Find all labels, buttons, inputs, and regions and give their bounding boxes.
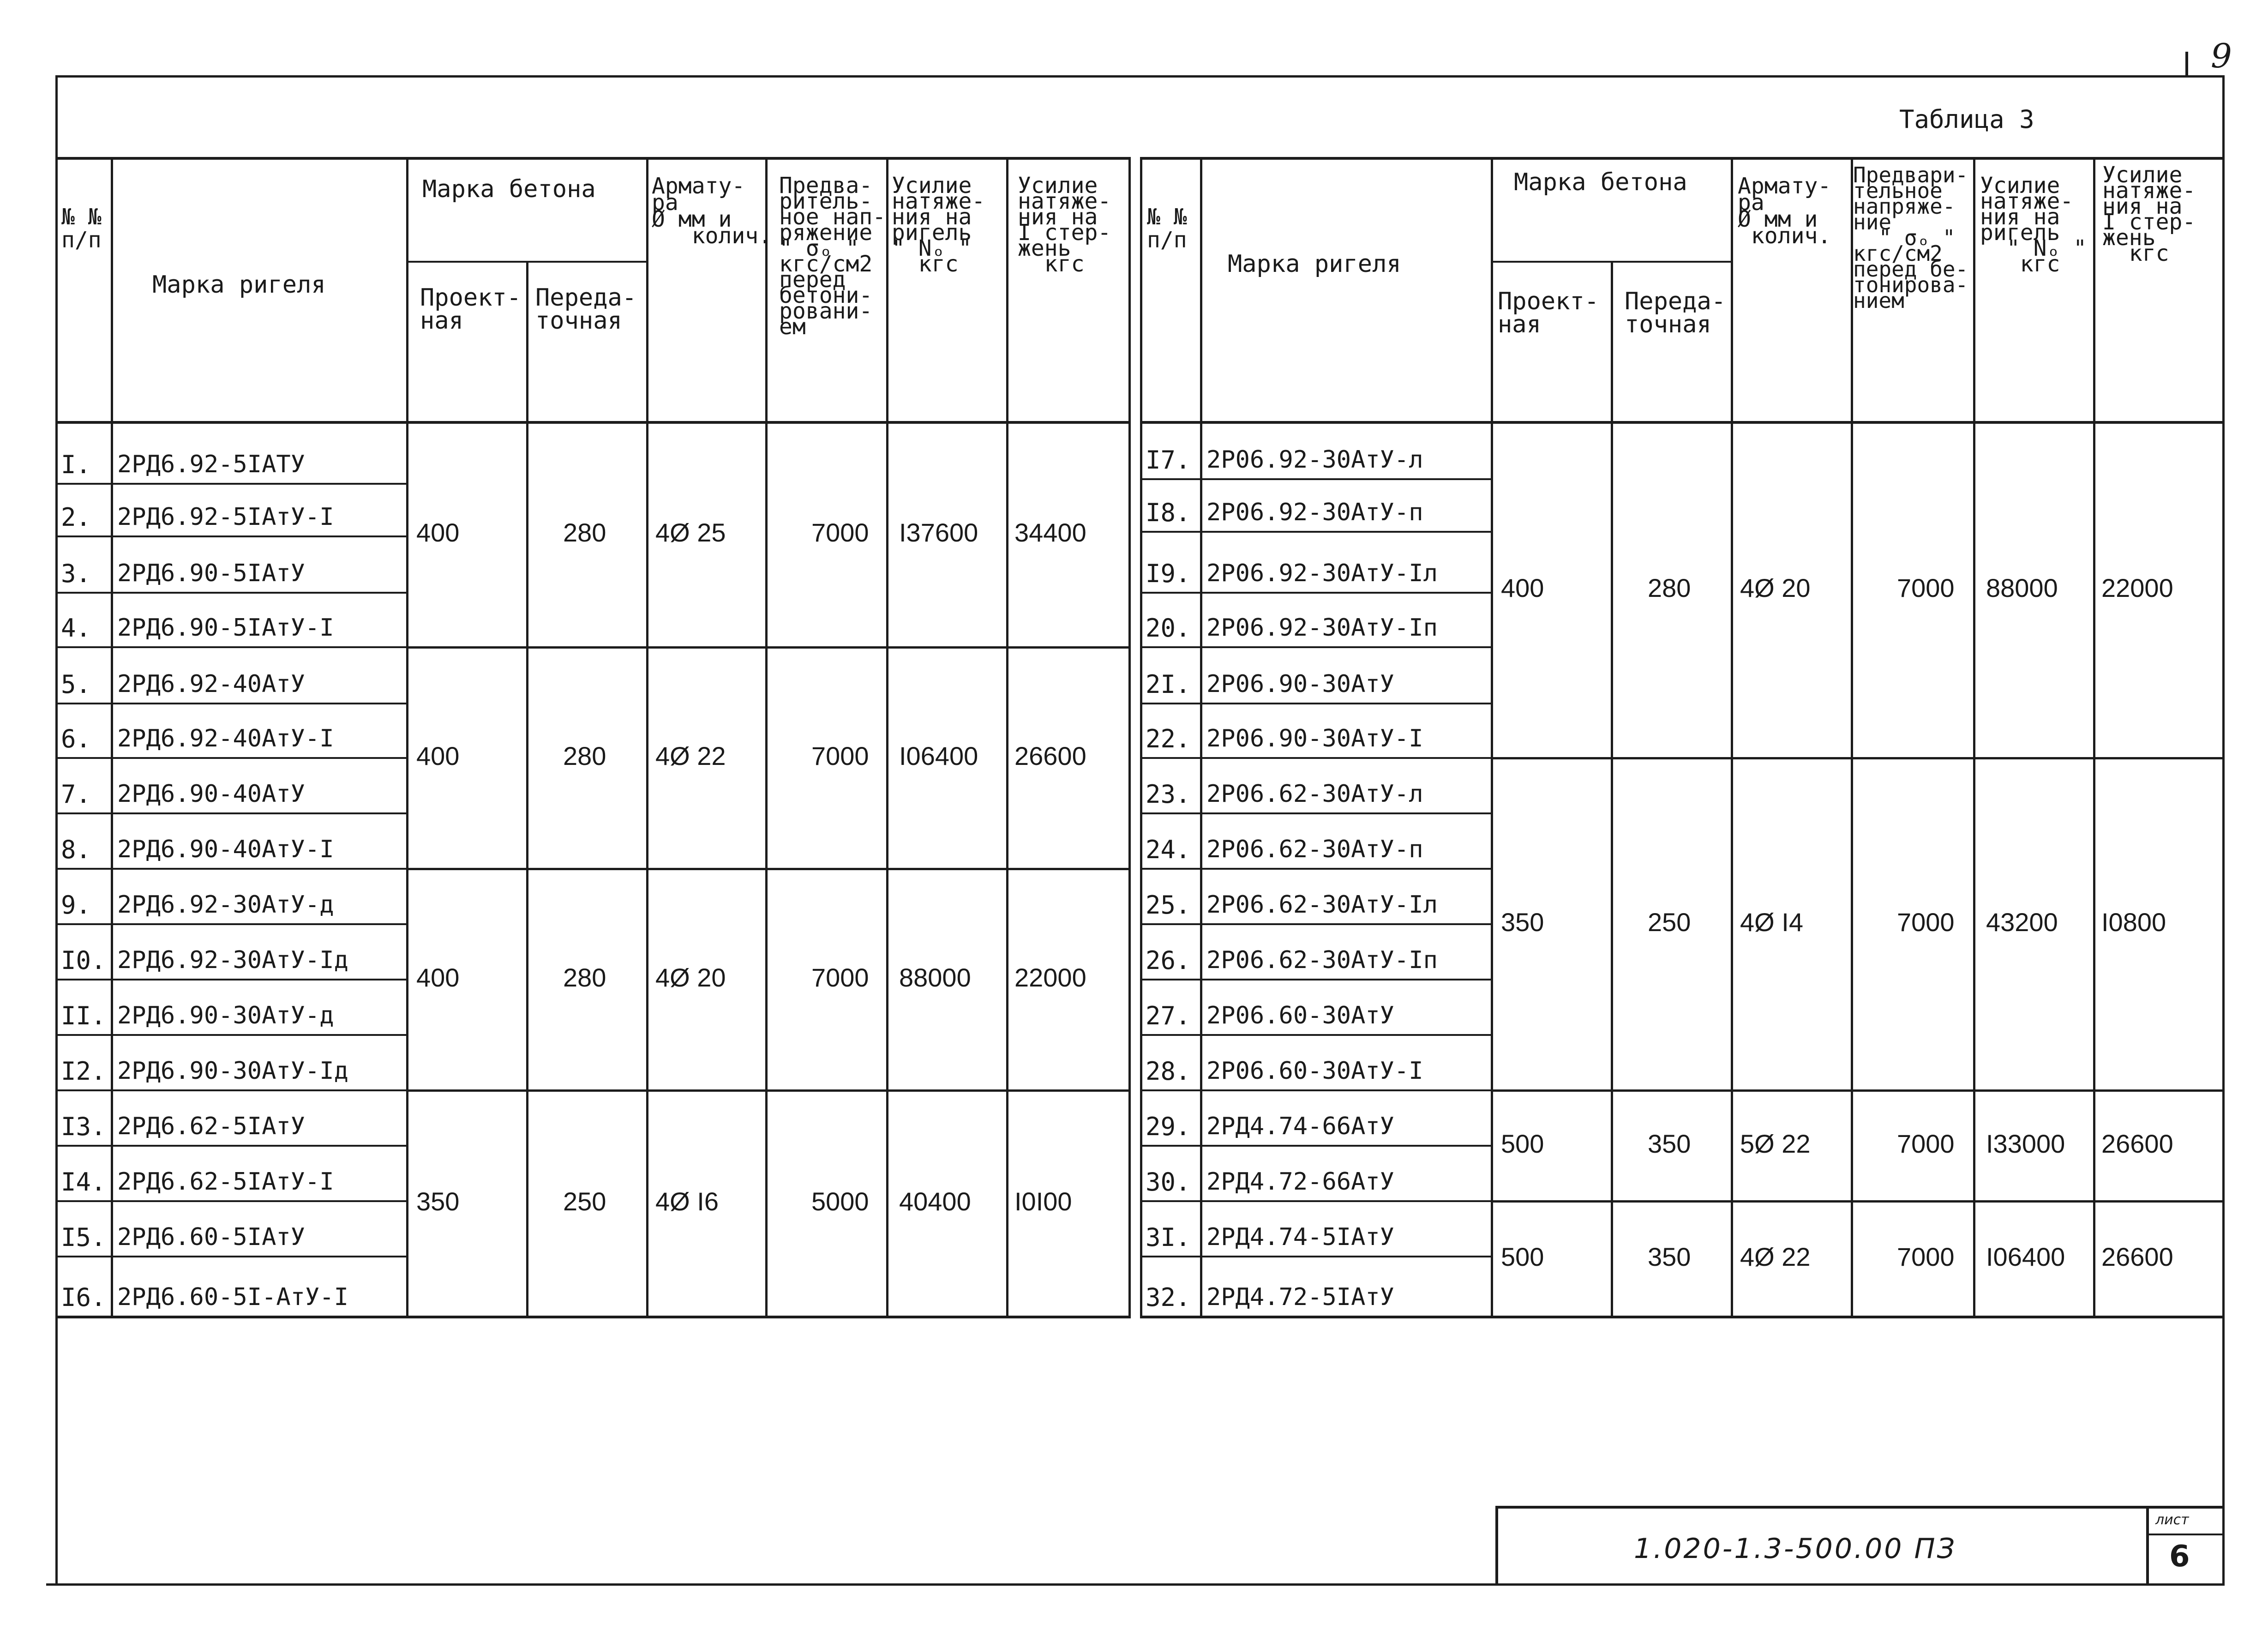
row-number: I8. — [1146, 498, 1191, 527]
header-rebar-left: Армату- ра Ø мм и колич. — [652, 173, 772, 249]
column-line — [1491, 157, 1493, 1318]
row-number: 6. — [61, 724, 91, 753]
prestress-value: 5000 — [811, 1187, 869, 1216]
force-bar-value: 26600 — [2101, 1129, 2173, 1158]
header-mark-left: Марка ригеля — [152, 271, 326, 299]
row-mark: 2РД6.92-5IАТУ — [117, 451, 305, 478]
force-beam-value: I33000 — [1986, 1129, 2065, 1158]
row-mark: 2РД6.90-40АтУ — [117, 780, 305, 808]
force-beam-value: I06400 — [899, 741, 978, 770]
header-num-right: № № п/п — [1147, 204, 1187, 253]
row-mark: 2Р06.60-30АтУ-I — [1206, 1057, 1423, 1085]
frame-top — [55, 75, 2225, 78]
row-line — [55, 1034, 406, 1036]
group-line — [406, 868, 1128, 870]
row-line — [1140, 979, 1491, 980]
row-mark: 2Р06.92-30АтУ-п — [1206, 499, 1423, 526]
stamp-left-line — [1495, 1506, 1498, 1585]
row-number: 7. — [61, 780, 91, 809]
row-number: I7. — [1146, 445, 1191, 475]
row-line — [1140, 1089, 1491, 1091]
row-line — [1140, 923, 1491, 925]
group-line — [1491, 1089, 2222, 1092]
concrete-transfer-value: 250 — [563, 1187, 606, 1216]
row-mark: 2РД6.60-5I-АтУ-I — [117, 1283, 348, 1311]
concrete-design-value: 400 — [1501, 573, 1544, 602]
row-line — [1140, 1034, 1491, 1036]
document-code: 1.020-1.3-500.00 ПЗ — [1634, 1533, 1957, 1565]
row-line — [1140, 1145, 1491, 1147]
row-number: 3I. — [1146, 1223, 1191, 1252]
row-mark: 2РД4.72-5IАтУ — [1206, 1283, 1394, 1311]
prestress-value: 7000 — [1897, 573, 1955, 602]
force-bar-value: I0800 — [2101, 908, 2166, 937]
prestress-value: 7000 — [811, 518, 869, 547]
column-line — [1200, 157, 1202, 1318]
row-line — [55, 1089, 406, 1091]
header-bottom-line — [55, 421, 1131, 424]
row-number: 24. — [1146, 835, 1191, 864]
rebar-value: 4Ø 25 — [655, 518, 726, 547]
rebar-value: 4Ø 22 — [655, 741, 726, 770]
row-mark: 2Р06.92-30АтУ-л — [1206, 446, 1423, 474]
page-number-tick — [2185, 52, 2188, 78]
row-number: I9. — [1146, 559, 1191, 588]
rebar-value: 4Ø 22 — [1740, 1242, 1811, 1271]
row-line — [55, 1145, 406, 1147]
column-line — [111, 157, 113, 1318]
row-mark: 2РД6.92-30АтУ-д — [117, 891, 334, 919]
row-number: 8. — [61, 835, 91, 864]
row-number: II. — [61, 1001, 106, 1030]
page-number: 9 — [2211, 36, 2232, 75]
row-mark: 2Р06.60-30АтУ — [1206, 1002, 1394, 1029]
row-number: 5. — [61, 670, 91, 699]
frame-bottom — [46, 1583, 2225, 1586]
header-transfer-right: Переда- точная — [1625, 288, 1726, 338]
header-force-beam-left: Усилие натяже- ния на ригель " Nₒ " кгс — [892, 173, 985, 277]
row-number: 3. — [61, 559, 91, 588]
concrete-design-value: 350 — [1501, 908, 1544, 937]
rebar-value: 4Ø I6 — [655, 1187, 719, 1216]
row-mark: 2Р06.62-30АтУ-Iл — [1206, 891, 1438, 919]
prestress-value: 7000 — [1897, 908, 1955, 937]
column-line — [646, 157, 648, 1318]
column-line — [1731, 157, 1733, 1318]
column-line — [1128, 157, 1131, 1318]
row-number: I4. — [61, 1167, 106, 1197]
row-number: I0. — [61, 946, 106, 975]
row-mark: 2Р06.62-30АтУ-п — [1206, 836, 1423, 863]
header-concrete-left: Марка бетона — [422, 175, 596, 203]
force-beam-value: I06400 — [1986, 1242, 2065, 1271]
row-number: 28. — [1146, 1057, 1191, 1086]
row-number: 22. — [1146, 724, 1191, 753]
row-line — [55, 535, 406, 537]
rebar-value: 4Ø 20 — [1740, 573, 1811, 602]
row-mark: 2РД4.74-5IАтУ — [1206, 1223, 1394, 1251]
row-mark: 2Р06.90-30АтУ-I — [1206, 725, 1423, 752]
row-number: 2I. — [1146, 670, 1191, 699]
force-bar-value: 22000 — [1014, 963, 1086, 992]
header-prestress-left: Предва- ритель- ное нап- ряжение " σₒ " кгс/см2 перед бетони- ровани- ем — [779, 173, 886, 340]
header-num-left: № № п/п — [61, 204, 102, 253]
row-mark: 2РД6.90-30АтУ-д — [117, 1002, 334, 1029]
header-force-bar-right: Усилие натяже- ния на I стер- жень кгс — [2102, 162, 2196, 266]
row-line — [55, 703, 406, 704]
header-top-line — [55, 157, 1131, 160]
row-mark: 2Р06.92-30АтУ-Iл — [1206, 559, 1438, 587]
column-line — [526, 261, 528, 1318]
concrete-transfer-value: 350 — [1648, 1242, 1691, 1271]
row-number: 23. — [1146, 780, 1191, 809]
force-bar-value: 22000 — [2101, 573, 2173, 602]
row-number: 30. — [1146, 1167, 1191, 1197]
concrete-transfer-value: 350 — [1648, 1129, 1691, 1158]
rebar-value: 4Ø I4 — [1740, 908, 1803, 937]
column-line — [2222, 157, 2225, 1318]
header-prestress-right: Предвари- тельное напряже- ние " σₒ " кгс/см2 перед бе- тонирова- нием — [1853, 162, 1968, 313]
column-line — [1140, 157, 1142, 1318]
row-mark: 2РД6.92-40АтУ-I — [117, 725, 334, 752]
stamp-top-line — [1498, 1506, 2225, 1509]
row-mark: 2РД6.90-5IАтУ — [117, 559, 305, 587]
force-bar-value: 34400 — [1014, 518, 1086, 547]
prestress-value: 7000 — [811, 741, 869, 770]
row-mark: 2РД6.90-40АтУ-I — [117, 836, 334, 863]
table-bottom-line — [55, 1316, 1131, 1318]
force-beam-value: I37600 — [899, 518, 978, 547]
column-line — [406, 157, 408, 1318]
row-number: 25. — [1146, 890, 1191, 920]
table-title: Таблица 3 — [1899, 105, 2034, 134]
row-line — [55, 1256, 406, 1257]
force-bar-value: I0I00 — [1014, 1187, 1072, 1216]
row-number: I. — [61, 450, 91, 479]
row-number: I3. — [61, 1112, 106, 1141]
concrete-transfer-value: 280 — [1648, 573, 1691, 602]
row-line — [1140, 1256, 1491, 1257]
concrete-transfer-value: 280 — [563, 963, 606, 992]
force-beam-value: 40400 — [899, 1187, 971, 1216]
row-number: I6. — [61, 1283, 106, 1312]
column-line — [2093, 157, 2095, 1318]
row-line — [1140, 703, 1491, 704]
group-line — [406, 1089, 1128, 1092]
row-number: 26. — [1146, 946, 1191, 975]
header-bottom-line — [1140, 421, 2225, 424]
force-bar-value: 26600 — [2101, 1242, 2173, 1271]
row-mark: 2РД4.72-66АтУ — [1206, 1168, 1394, 1196]
row-line — [55, 646, 406, 648]
column-line — [1006, 157, 1008, 1318]
row-mark: 2РД6.90-30АтУ-Iд — [117, 1057, 348, 1085]
header-force-bar-left: Усилие натяже- ния на I стер- жень кгс — [1018, 173, 1111, 277]
rebar-value: 5Ø 22 — [1740, 1129, 1811, 1158]
row-mark: 2РД6.62-5IАтУ-I — [117, 1168, 334, 1196]
group-line — [1491, 757, 2222, 759]
force-beam-value: 88000 — [899, 963, 971, 992]
concrete-design-value: 500 — [1501, 1242, 1544, 1271]
prestress-value: 7000 — [811, 963, 869, 992]
row-number: 32. — [1146, 1283, 1191, 1312]
row-number: 27. — [1146, 1001, 1191, 1030]
row-line — [1140, 478, 1491, 480]
row-line — [55, 483, 406, 485]
header-transfer-left: Переда- точная — [535, 284, 637, 335]
concrete-transfer-value: 280 — [563, 518, 606, 547]
stamp-sheet-divider — [2148, 1534, 2225, 1535]
header-force-beam-right: Усилие натяже- ния на ригель " Nₒ " кгс — [1980, 173, 2087, 277]
concrete-design-value: 350 — [416, 1187, 460, 1216]
row-line — [55, 592, 406, 594]
concrete-design-value: 500 — [1501, 1129, 1544, 1158]
column-line — [55, 157, 58, 1318]
row-line — [55, 923, 406, 925]
row-mark: 2Р06.90-30АтУ — [1206, 670, 1394, 698]
row-line — [1140, 812, 1491, 814]
row-line — [1140, 1200, 1491, 1202]
row-line — [1140, 757, 1491, 759]
row-line — [55, 1200, 406, 1202]
header-top-line — [1140, 157, 2225, 160]
row-mark: 2Р06.62-30АтУ-Iп — [1206, 946, 1438, 974]
row-line — [1140, 531, 1491, 533]
row-line — [1140, 646, 1491, 648]
prestress-value: 7000 — [1897, 1129, 1955, 1158]
sheet-label: лист — [2155, 1512, 2189, 1528]
column-line — [886, 157, 888, 1318]
row-number: 20. — [1146, 614, 1191, 643]
group-line — [1491, 1200, 2222, 1203]
table-bottom-line — [1140, 1316, 2225, 1318]
concrete-transfer-value: 280 — [563, 741, 606, 770]
row-number: 9. — [61, 890, 91, 920]
header-design-right: Проект- ная — [1498, 288, 1599, 338]
force-beam-value: 88000 — [1986, 573, 2058, 602]
column-line — [1973, 157, 1975, 1318]
row-line — [1140, 592, 1491, 594]
force-beam-value: 43200 — [1986, 908, 2058, 937]
row-number: 4. — [61, 614, 91, 643]
prestress-value: 7000 — [1897, 1242, 1955, 1271]
concrete-design-value: 400 — [416, 741, 460, 770]
rebar-value: 4Ø 20 — [655, 963, 726, 992]
row-number: I5. — [61, 1223, 106, 1252]
column-line — [1851, 157, 1853, 1318]
stamp-sheet-line — [2146, 1506, 2149, 1585]
concrete-design-value: 400 — [416, 518, 460, 547]
sheet-number: 6 — [2169, 1540, 2190, 1574]
row-mark: 2Р06.62-30АтУ-л — [1206, 780, 1423, 808]
row-mark: 2РД6.60-5IАтУ — [117, 1223, 305, 1251]
column-line — [765, 157, 768, 1318]
row-mark: 2РД6.92-30АтУ-Iд — [117, 946, 348, 974]
header-mark-right: Марка ригеля — [1228, 250, 1401, 278]
column-line — [1611, 261, 1613, 1318]
row-line — [1140, 868, 1491, 870]
force-bar-value: 26600 — [1014, 741, 1086, 770]
row-line — [55, 868, 406, 870]
row-line — [55, 757, 406, 759]
concrete-transfer-value: 250 — [1648, 908, 1691, 937]
concrete-design-value: 400 — [416, 963, 460, 992]
row-number: I2. — [61, 1057, 106, 1086]
header-rebar-right: Армату- ра Ø мм и колич. — [1738, 173, 1831, 249]
row-line — [55, 812, 406, 814]
row-number: 29. — [1146, 1112, 1191, 1141]
row-mark: 2Р06.92-30АтУ-Iп — [1206, 614, 1438, 642]
group-line — [406, 646, 1128, 649]
header-design-left: Проект- ная — [420, 284, 522, 335]
row-line — [55, 979, 406, 980]
row-mark: 2РД6.92-40АтУ — [117, 670, 305, 698]
row-mark: 2РД4.74-66АтУ — [1206, 1113, 1394, 1140]
row-mark: 2РД6.62-5IАтУ — [117, 1113, 305, 1140]
header-concrete-right: Марка бетона — [1514, 168, 1687, 196]
row-mark: 2РД6.92-5IАтУ-I — [117, 503, 334, 531]
row-number: 2. — [61, 503, 91, 532]
row-mark: 2РД6.90-5IАтУ-I — [117, 614, 334, 642]
